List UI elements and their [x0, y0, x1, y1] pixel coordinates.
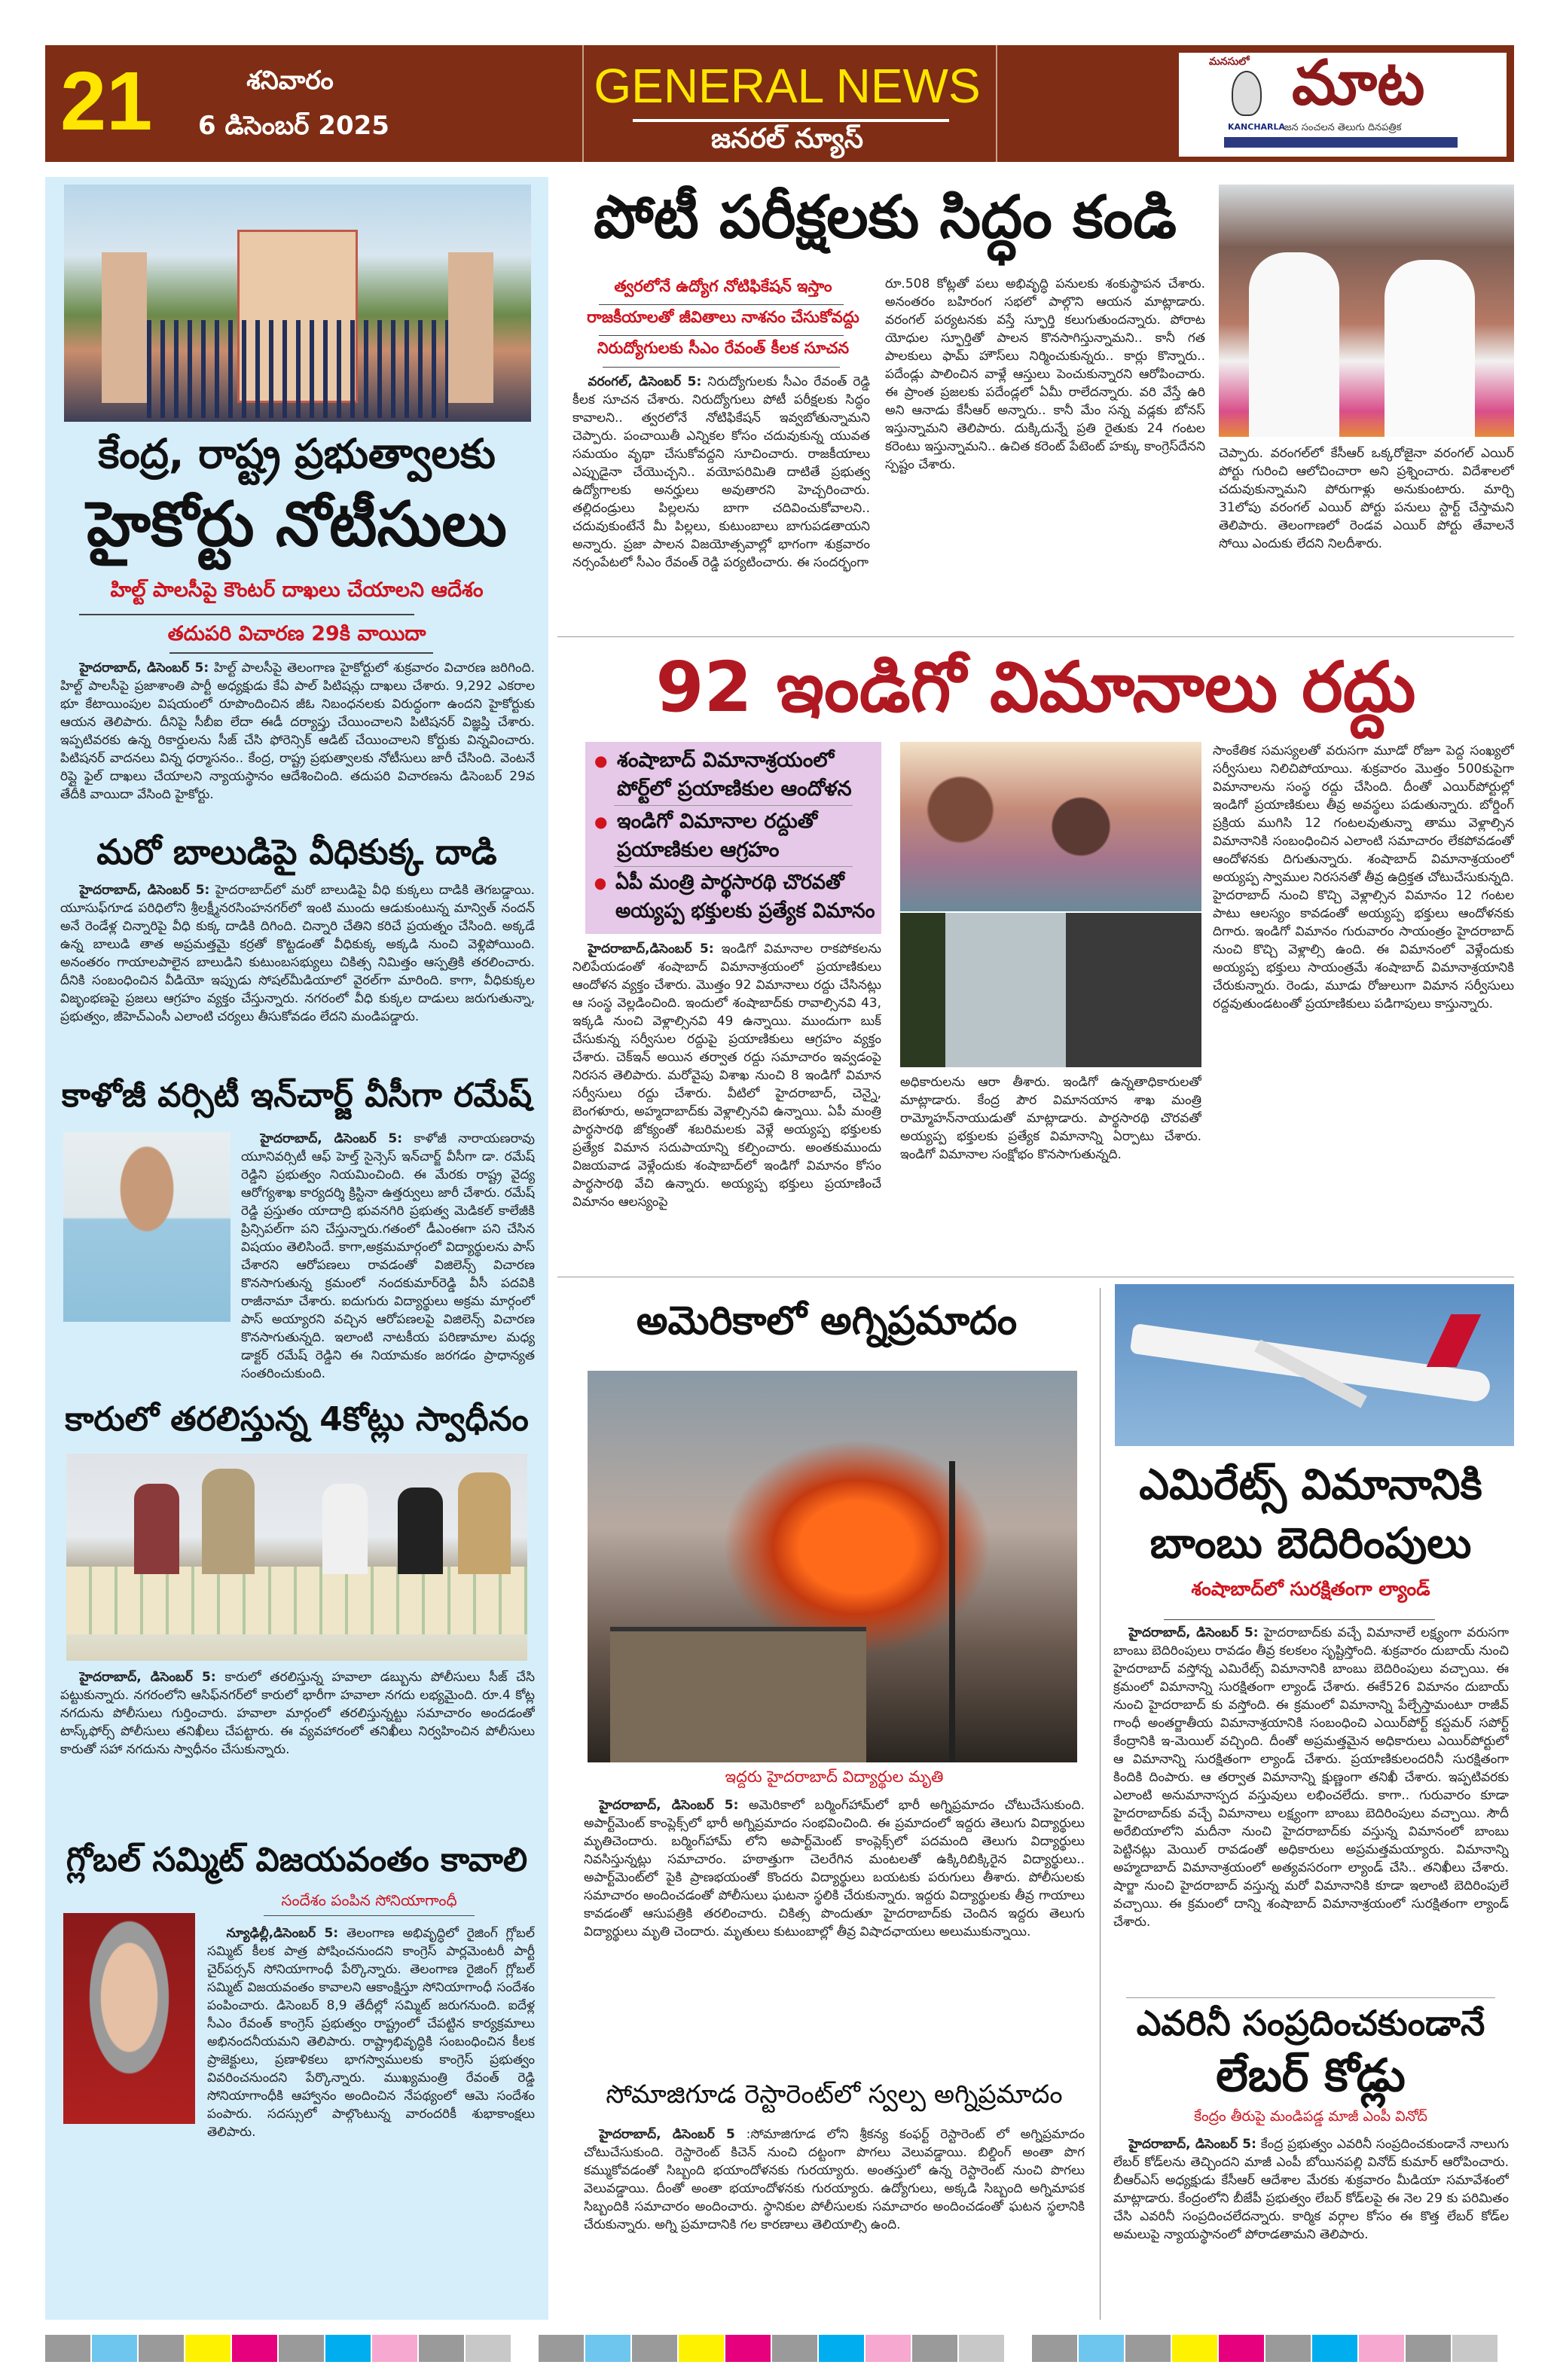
- dateline: హైదరాబాద్, డిసెంబర్ 5:: [260, 1131, 403, 1146]
- subheadline: కేంద్రం తీరుపై మండిపడ్డ మాజీ ఎంపీ వినోద్: [1194, 2108, 1427, 2125]
- article-body: [584, 1796, 1085, 2067]
- subheadline: శంషాబాద్‌లో సురక్షితంగా ల్యాండ్: [1191, 1578, 1430, 1600]
- color-swatch: [372, 2335, 417, 2362]
- divider: [557, 636, 1514, 637]
- article-text: కాళోజీ నారాయణరావు యూనివర్సిటీ ఆఫ్ హెల్త్ సైన్సెస్ ఇన్‌చార్జ్ వీసీగా డా. రమేష్ రెడ్డిని ప్రభుత్వం నియమించింది. ఈ మేరకు రాష్ట్ర వైద్య ఆరోగ్యశాఖ కార్యదర్శి క్రిస్టినా ఉత్తర్వులు జారీ చేశారు. రమేష్ రెడ్డి ప్రస్తుతం యాదాద్రి భువనగిరి ప్రభుత్వ మెడికల్ కాలేజీకి ప్రిన్సిపల్‌గా పని చేస్తున్నారు.గతంలో డీఎంఈగా పని చేసిన విషయం తెలిసిందే. కాగా,అక్రమమార్గంలో విద్యార్థులను పాస్ చేశారని ఆరోపణలు రావడంతో విజిలెన్స్ విచారణ కొనసాగుతున్న క్రమంలో నందకుమార్‌రెడ్డి వీసీ పదవికి రాజీనామా చేశారు. ఐదుగురు విద్యార్థులు అక్రమ మార్గంలో పాస్ అయ్యారని వచ్చిన ఆరోపణలపై విజిలెన్స్ విచారణ కొనసాగుతున్నది. ఇలాంటి నాటకీయ పరిణామాల మధ్య డాక్టర్ రమేష్ రెడ్డిని ఈ నియామకం జరగడం ప్రాధాన్యత సంతరించుకుంది.: [241, 1131, 535, 1381]
- divider: [79, 614, 414, 615]
- gate-pillar: [102, 252, 147, 403]
- iron-gate: [147, 320, 448, 418]
- dateline: హైదరాబాద్, డిసెంబర్ 5:: [79, 883, 210, 898]
- color-swatch: [139, 2335, 184, 2362]
- color-swatch: [725, 2335, 771, 2362]
- headline: బాంబు బెదిరింపులు: [1149, 1519, 1472, 1568]
- headline: అమెరికాలో అగ్నిప్రమాదం: [636, 1298, 1018, 1344]
- article-text: ఇండిగో విమానాల రాకపోకలను నిలిపేయడంతో శంషాబాద్ విమానాశ్రయంలో ప్రయాణికులు ఆందోళన వ్యక్తం చేశారు. మొత్తం 92 విమానాలు రద్దు చేసినట్లు ఆ సంస్థ వెల్లడించింది. ఇందులో శంషాబాద్‌కు రావాల్సినవి 43, ఇక్కడి నుంచి వెళ్లాల్సినవి 49 ఉన్నాయి. ముందుగా బుక్ చేసుకున్న సర్వీసుల రద్దుపై ప్రయాణికులు ఆగ్రహం వ్యక్తం చేశారు. చెక్‌ఇన్ అయిన తర్వాత రద్దు సమాచారం ఇవ్వడంపై నిరసన తెలిపారు. మరోవైపు విశాఖ నుంచి 8 ఇండిగో విమాన సర్వీసులు రద్దు చేశారు. వీటిలో హైదరాబాద్, చెన్నై, బెంగళూరు, అహ్మదాబాద్‌కు వెళ్లాల్సినవి ఉన్నాయి. ఏపీ మంత్రి పార్థసారథి జోక్యంతో శబరిమలకు వెళ్లే అయ్యప్ప భక్తులకు ప్రత్యేక విమాన సదుపాయాన్ని కల్పించారు. అంతకుముందు విజయవాడ వెళ్లేందుకు శంషాబాద్‌లో ఇండిగో విమానం కోసం పార్థసారథి వేచి ఉన్నారు. అయ్యప్ప భక్తులు ప్రయాణించే విమానం ఆలస్యంపై: [572, 941, 881, 1210]
- article-body: [1113, 2135, 1509, 2316]
- headline: 92 ఇండిగో విమానాలు రద్దు: [655, 647, 1416, 728]
- date-label: 6 డిసెంబర్ 2025: [198, 111, 389, 141]
- cash-bundles: [66, 1567, 527, 1634]
- subheadline: తదుపరి విచారణ 29కి వాయిదా: [167, 622, 426, 645]
- highlights-box: [585, 742, 881, 934]
- headline: కేంద్ర, రాష్ట్ర ప్రభుత్వాలకు: [98, 430, 496, 478]
- divider: [633, 119, 949, 122]
- cm-revanth-rally-photo: [1219, 185, 1514, 437]
- article-text: :సోమాజిగూడ లోని శ్రీకన్య కంఫర్ట్ రెస్టారెంట్ లో అగ్నిప్రమాదం చోటుచేసుకుంది. రెస్టారెంట్ కిచెన్ నుంచి దట్టంగా పొగలు వెలువడ్డాయి. బిల్డింగ్ అంతా పొగ కమ్ముకోవడంతో సిబ్బంది భయాందోళనకు గురయ్యారు. అంతస్తులో ఉన్న రెస్టారెంట్ నుంచి పొగలు వెలువడ్డాయి. దీంతో అంతా భయాందోళనకు గురయ్యారు. ఉద్యోగులు, అక్కడి సిబ్బంది అగ్నిమాపక సిబ్బందికి సమాచారం అందించారు. స్థానికుల పోలీసులకు సమాచారం అందించడంతో ఘటన స్థలానికి చేరుకున్నారు. అగ్ని ప్రమాదానికి గల కారణాలు తెలియాల్సి ఉంది.: [584, 2127, 1085, 2232]
- logo-tagline: జన సంచలన తెలుగు దినపత్రిక: [1284, 122, 1402, 133]
- airport-terminal-photo: [900, 913, 1201, 1067]
- article-body: సాంకేతిక సమస్యలతో వరుసగా మూడో రోజూ పెద్ద సంఖ్యలో సర్వీసులు నిలిచిపోయాయి. శుక్రవారం మొత్తం 500కుపైగా విమానాలను సంస్థ రద్దు చేసింది. దీంతో ఎయిర్‌పోర్టుల్లో ఇండిగో ప్రయాణికులు తీవ్ర అవస్థలు పడుతున్నారు. బోర్డింగ్ ప్రక్రియ ముగిసి 12 గంటలవుతున్నా తాము వెళ్లాల్సిన విమానానికి సంబంధించిన ఎలాంటి సమాచారం లేకపోవడంతో ఆందోళనకు దిగుతున్నారు. శంషాబాద్ విమానాశ్రయంలో అయ్యప్ప స్వాముల నిరసనతో తీవ్ర ఉద్రిక్తత చోటుచేసుకున్నది. హైదరాబాద్ నుంచి కొచ్చి వెళ్లాల్సిన విమానం 12 గంటల పాటు ఆలస్యం కావడంతో అయ్యప్ప భక్తులు ఆందోళనకు దిగారు. ఇండిగో విమానం గురువారం సాయంత్రం హైదరాబాద్ నుంచి కొచ్చి వెళ్లాల్సి ఉంది. ఈ విమానంలో వెళ్లేందుకు అయ్యప్ప భక్తులు సాయంత్రమే శంషాబాద్ విమానాశ్రయానికి చేరుకున్నారు. రెండు, మూడు రోజులుగా విమాన సర్వీసులు రద్దవుతుండటంతో ప్రయాణికులు పడిగాపులు కాస్తున్నారు.: [1213, 743, 1514, 1012]
- subheadline: హిల్ట్ పాలసీపై కౌంటర్ దాఖలు చేయాలని ఆదేశం: [110, 578, 484, 602]
- article-body: [572, 373, 870, 625]
- color-swatch: [1125, 2335, 1171, 2362]
- page-number: 21: [60, 55, 153, 148]
- color-swatch: [912, 2335, 957, 2362]
- color-swatch: [679, 2335, 724, 2362]
- color-swatch: [419, 2335, 464, 2362]
- logo-brand: KANCHARLA: [1228, 122, 1286, 132]
- emirates-plane-photo: [1115, 1284, 1514, 1446]
- section-title-en: GENERAL NEWS: [594, 59, 981, 113]
- headline: ఎమిరేట్స్ విమానానికి: [1139, 1460, 1482, 1509]
- article-body: [584, 2125, 1085, 2315]
- logo-small-text: మనసులో: [1209, 56, 1250, 68]
- color-swatch: [1359, 2335, 1404, 2362]
- divider: [1164, 1619, 1435, 1620]
- highlight-item: ● ఏపీ మంత్రి పార్థసారథి చొరవతో అయ్యప్ప భక్తులకు ప్రత్యేక విమానం: [591, 868, 858, 926]
- subheadline: త్వరలోనే ఉద్యోగ నోటిఫికేషన్ ఇస్తాం: [614, 277, 832, 295]
- masthead: [45, 45, 1514, 162]
- dateline: న్యూఢిల్లీ,డిసెంబర్ 5:: [226, 1926, 339, 1941]
- dateline: హైదరాబాద్, డిసెంబర్ 5:: [79, 1670, 216, 1685]
- dateline: హైదరాబాద్, డిసెంబర్ 5:: [599, 1798, 739, 1813]
- day-label: శనివారం: [246, 66, 334, 96]
- color-swatch: [1312, 2335, 1357, 2362]
- color-swatch: [92, 2335, 137, 2362]
- color-swatch: [866, 2335, 911, 2362]
- portrait-icon: [1232, 71, 1262, 116]
- article-body: [572, 940, 881, 1269]
- divider: [599, 304, 844, 305]
- airport-crowd-photo: [900, 742, 1201, 911]
- fire-photo: [588, 1371, 1077, 1762]
- highlight-item: ● శంషాబాద్ విమానాశ్రయంలో పోర్ట్‌లో ప్రయాణికుల ఆందోళన: [591, 746, 875, 804]
- headline: గ్లోబల్ సమ్మిట్ విజయవంతం కావాలి: [66, 1841, 528, 1879]
- color-swatch: [466, 2335, 511, 2362]
- article-body: [60, 881, 535, 1066]
- headline: లేబర్ కోడ్లు: [1216, 2049, 1406, 2102]
- headline: కాళోజీ వర్సిటీ ఇన్‌చార్జ్ వీసీగా రమేష్: [61, 1076, 533, 1115]
- headline: ఎవరినీ సంప్రదించకుండానే: [1136, 2003, 1485, 2043]
- divider: [614, 866, 853, 867]
- divider: [264, 1915, 475, 1916]
- color-swatch: [539, 2335, 584, 2362]
- article-text: హైదరాబాద్‌కు వచ్చే విమానాలే లక్ష్యంగా వరుసగా బాంబు బెదిరింపులు రావడం తీవ్ర కలకలం సృష్టిస్తోంది. శుక్రవారం దుబాయ్ నుంచి హైదరాబాద్ వస్తోన్న ఎమిరేట్స్ విమానానికి బాంబు బెదిరింపులు వచ్చాయి. ఈ క్రమంలో విమానాన్ని సురక్షితంగా ల్యాండ్ చేశారు. ఈకే526 విమానం దుబాయ్ నుంచి హైదరాబాద్ కు వస్తోంది. ఈ క్రమంలో విమానాన్ని పేల్చేస్తామంటూ రాజీవ్ గాంధీ అంతర్జాతీయ విమానాశ్రయానికి సంబంధించి ఎయిర్‌పోర్ట్ కస్టమర్ సపోర్ట్ కేంద్రానికి ఇ-మెయిల్ వచ్చింది. దీంతో అప్రమత్తమైన అధికారులు ఎయిర్‌పోర్టులో ఆ విమానాన్ని సురక్షితంగా ల్యాండ్ చేశారు. ప్రయాణికులందరినీ సురక్షితంగా కిందికి దింపారు. ఆ తర్వాత విమానాన్ని క్షుణ్ణంగా తనిఖీ చేశారు. ఇప్పటివరకు ఎలాంటి అనుమానాస్పద వస్తువులు లభించలేదు. కాగా.. గురువారం కూడా హైదరాబాద్‌కు వచ్చే విమానాలు లక్ష్యంగా బాంబు బెదిరింపులు వచ్చాయి. సౌదీ అరేబియాలోని మదీనా నుంచి హైదరాబాద్‌కు వస్తున్న విమానంలో బాంబు పెట్టినట్లు మెయిల్ రావడంతో అధికారులు అప్రమత్తమయ్యారు. విమానాన్ని అహ్మదాబాద్ విమానాశ్రయంలో అత్యవసరంగా ల్యాండ్ చేసి.. తనిఖీలు చేశారు. షార్జా నుంచి హైదరాబాద్ వస్తున్న మరో విమానానికి కూడా ఇలాంటి బెదిరింపులే వచ్చాయి. ఈ క్రమంలో దాన్ని శంషాబాద్ విమానాశ్రయంలో సురక్షితంగా ల్యాండ్ చేశారు.: [1113, 1625, 1509, 1930]
- article-body: [241, 1130, 535, 1383]
- article-text: అమెరికాలో బర్మింగ్‌హామ్‌లో భారీ అగ్నిప్రమాదం చోటుచేసుకుంది. అపార్ట్‌మెంట్ కాంప్లెక్స్‌లో భారీ అగ్నిప్రమాదం సంభవించింది. ఈ ప్రమాదంలో ఇద్దరు తెలుగు విద్యార్థులు మృతిచెందారు. బర్మింగ్‌హామ్ లోని అపార్ట్‌మెంట్ కాంప్లెక్స్‌లో పదమంది తెలుగు విద్యార్థులు నివసిస్తున్నట్లు సమాచారం. హఠాత్తుగా చెలరేగిన మంటలతో ఉక్కిరిబిక్కిరైన విద్యార్థులు.. అపార్ట్‌మెంట్‌లో పైకి ప్రాణభయంతో కొందరు విద్యార్థులు బయటకు పరుగులు తీశారు. పోలీసులకు సమాచారం అందించడంతో పోలీసులు ఘటనా స్థలికి చేరుకున్నారు. ఇద్దరు విద్యార్థులకు తీవ్ర గాయాలు కావడంతో ఆసుపత్రికి తరలించారు. చికిత్స పొందుతూ హైదరాబాద్‌కు చెందిన ఇద్దరు తెలుగు విద్యార్థులు మృతి చెందారు. మృతులు కుటుంబాల్లో తీవ్ర విషాదఛాయలు అలుముకున్నాయి.: [584, 1798, 1085, 1939]
- sonia-gandhi-photo: [63, 1913, 195, 2124]
- headline: సోమాజిగూడ రెస్టారెంట్‌లో స్వల్ప అగ్నిప్రమాదం: [606, 2079, 1063, 2110]
- logo-name: మాట: [1292, 47, 1425, 119]
- article-body: [207, 1924, 535, 2305]
- gate-pillar: [448, 252, 493, 403]
- color-swatch: [325, 2335, 371, 2362]
- dateline: హైదరాబాద్, డిసెంబర్ 5:: [1128, 1625, 1259, 1640]
- color-swatch: [819, 2335, 864, 2362]
- article-text: హైదరాబాద్‌లో మరో బాలుడిపై వీధి కుక్కలు దాడికి తెగబడ్డాయి. యూసుఫ్‌గూడ పరిధిలోని శ్రీలక్ష్మీనరసింహనగర్‌లో ఇంటి ముందు ఆడుకుంటున్న మాన్విత్ నందన్ అనే రెండేళ్ల చిన్నారిపై వీధి కుక్క దాడికి దిగింది. చిన్నారి చేతిని కరిచే ప్రయత్నం చేసింది. అక్కడే ఉన్న బాలుడి తాత అప్రమత్తమై కర్రతో కొట్టడంతో వీధికుక్క అక్కడి నుంచి వెళ్లిపోయింది. అనంతరం గాయాలపాలైన బాలుడిని కుటుంబసభ్యులు చికిత్స నిమిత్తం ఆస్పత్రికి తరలించారు. దీనికి సంబంధించిన వీడియో ఇప్పుడు సోషల్‌మీడియాలో వైరల్‌గా మారింది. కాగా, వీధికుక్కల విజృంభణపై ప్రజలు ఆగ్రహం వ్యక్తం చేస్తున్నారు. నగరంలో వీధి కుక్కల దాడులు జరుగుతున్నా, ప్రభుత్వం, జీహెచ్‌ఎంసీ ఎలాంటి చర్యలు తీసుకోవడం లేదని మండిపడ్డారు.: [60, 883, 535, 1024]
- dateline: హైదరాబాద్, డిసెంబర్ 5:: [1128, 2137, 1256, 2152]
- divider: [1126, 1997, 1495, 1998]
- headline: పోటీ పరీక్షలకు సిద్ధం కండి: [594, 184, 1177, 252]
- article-text: తెలంగాణ అభివృద్ధిలో రైజింగ్ గ్లోబల్ సమ్మిట్ కీలక పాత్ర పోషించనుందని కాంగ్రెస్ పార్లమెంటరీ పార్టీ చైర్‌పర్సన్ సోనియాగాంధీ పేర్కొన్నారు. తెలంగాణ రైజింగ్ గ్లోబల్ సమ్మిట్ విజయవంతం కావాలని ఆకాంక్షిస్తూ సోనియాగాంధీ సందేశం పంపించారు. డిసెంబర్ 8,9 తేదీల్లో సమ్మిట్ జరుగనుంది. ఐదేళ్ల సీఎం రేవంత్ కాంగ్రెస్ ప్రభుత్వం రాష్ట్రంలో చేపట్టిన కార్యక్రమాలు అభినందనీయమని తెలిపారు. రాష్ట్రాభివృద్ధికి సంబంధించిన కీలక ప్రాజెక్టులు, ప్రణాళికలు భాగస్వాములకు కాంగ్రెస్ ప్రభుత్వం వివరించనుందని పేర్కొన్నారు. ముఖ్యమంత్రి రేవంత్ రెడ్డి సోనియాగాంధీకి ఆహ్వానం అందించిన నేపథ్యంలో ఆమె సందేశం పంపారు. సదస్సులో పాల్గొంటున్న వారందరికీ శుభాకాంక్షలు తెలిపారు.: [207, 1926, 535, 2140]
- color-swatch: [45, 2335, 90, 2362]
- column-divider: [1100, 1288, 1101, 2320]
- color-swatch: [1172, 2335, 1217, 2362]
- police-officer: [202, 1469, 255, 1574]
- color-swatch: [279, 2335, 324, 2362]
- utility-pole: [949, 1461, 955, 1762]
- high-court-photo: [64, 185, 531, 422]
- person: [322, 1484, 368, 1574]
- newspaper-logo: [1179, 47, 1507, 157]
- divider: [599, 335, 844, 336]
- seized-cash-photo: [66, 1454, 527, 1661]
- article-body: [60, 1668, 535, 1830]
- dateline: హైదరాబాద్, డిసెంబర్ 5:: [79, 661, 209, 676]
- photo-caption: ఇద్దరు హైదరాబాద్ విద్యార్థుల మృతి: [725, 1768, 944, 1786]
- person: [134, 1484, 179, 1574]
- article-text: హిల్ట్ పాలసీపై తెలంగాణ హైకోర్టులో శుక్రవారం విచారణ జరిగింది. హిల్ట్ పాలసీపై ప్రజాశాంతి పార్టీ అధ్యక్షుడు కేఏ పాల్ పిటిషన్లు దాఖలు చేశారు. 9,292 ఎకరాల భూ కేటాయింపుల విషయంలో రూపొందించిన జీఓ నిబంధనలకు విరుద్ధంగా ఉందని హైకోర్టుకు ఆయన తెలిపారు. దీనిపై సీబీఐ లేదా ఈడీ దర్యాప్తు చేయించాలని పిటిషనర్ విజ్ఞప్తి చేశారు. ఇప్పటివరకు ఉన్న రికార్డులను సీజ్ చేసి ఫోరెన్సిక్ ఆడిట్ చేయించాలని కోర్టుకు విన్నవించారు. పిటిషనర్ వాదనలు విన్న ధర్మాసనం.. కేంద్ర, రాష్ట్ర ప్రభుత్వాలకు నోటీసులు జారీ చేసింది. వెంటనే రిప్లై ఫైల్ దాఖలు చేయాలని న్యాయస్థానం ఆదేశించింది. తదుపరి విచారణను డిసెంబర్ 29వ తేదీకి వాయిదా వేసింది హైకోర్టు.: [60, 661, 535, 802]
- subheadline: సందేశం పంపిన సోనియాగాంధీ: [281, 1891, 457, 1909]
- burning-building: [610, 1627, 866, 1762]
- dateline: హైదరాబాద్, డిసెంబర్ 5: [599, 2127, 735, 2142]
- article-text: నిరుద్యోగులకు సీఎం రేవంత్ రెడ్డి కీలక సూచన చేశారు. నిరుద్యోగులు పోటీ పరీక్షలకు సిద్ధం కావాలని.. త్వరలోనే నోటిఫికేషన్ ఇవ్వబోతున్నామని చెప్పారు. పంచాయితీ ఎన్నికల కోసం చదువుకున్న యువత సమయం వృథా చేసుకోవద్దని సూచించారు. రాజకీయాలు ఎప్పుడైనా చేయొచ్చని.. వయోపరిమితి దాటితే ప్రభుత్వ ఉద్యోగాలకు అనర్హులు అవుతారని హెచ్చరించారు. తల్లిదండ్రులు పిల్లలను బాగా చదివించుకోవాలని.. చదువుకుంటేనే మీ పిల్లలు, కుటుంబాలు బాగుపడతాయని అన్నారు. ప్రజా పాలన విజయోత్సవాల్లో భాగంగా శుక్రవారం నర్సంపేటలో సీఎం రేవంత్ రెడ్డి పర్యటించారు. ఈ సందర్భంగా: [572, 374, 870, 570]
- color-swatch: [1032, 2335, 1077, 2362]
- divider: [603, 367, 840, 368]
- logo-bar: [1224, 137, 1458, 148]
- color-swatch: [632, 2335, 677, 2362]
- color-swatch: [185, 2335, 230, 2362]
- dateline: వరంగల్, డిసెంబర్ 5:: [588, 374, 702, 389]
- dateline: హైదరాబాద్,డిసెంబర్ 5:: [588, 941, 714, 957]
- color-swatch: [1452, 2335, 1497, 2362]
- subheadline: రాజకీయాలతో జీవితాలు నాశనం చేసుకోవద్దు: [587, 308, 859, 326]
- article-text: కారులో తరలిస్తున్న హవాలా డబ్బును పోలీసులు సీజ్ చేసి పట్టుకున్నారు. నగరంలోని ఆసిఫ్‌నగర్‌లో కారులో భారీగా హవాలా నగదు లభ్యమైంది. రూ.4 కోట్ల నగదును పోలీసులు గుర్తించారు. హవాలా మార్గంలో తరలిస్తున్నట్టు సమాచారం అందడంతో టాస్క్‌ఫోర్స్ పోలీసులు తనిఖీలు చేపట్టారు. ఈ వ్యవహారంలో తనిఖీలు నిర్వహించిన పోలీసులు కారుతో సహా నగదును స్వాధీనం చేసుకున్నారు.: [60, 1670, 535, 1757]
- leader-figure: [1385, 260, 1475, 437]
- color-swatch: [1219, 2335, 1264, 2362]
- article-body: అధికారులను ఆరా తీశారు. ఇండిగో ఉన్నతాధికారులతో మాట్లాడారు. కేంద్ర పౌర విమానయాన శాఖ మంత్రి రామ్మోహన్‌నాయుడుతో మాట్లాడారు. పార్థసారథి చొరవతో అయ్యప్ప భక్తులకు ప్రత్యేక విమానాన్ని ఏర్పాటు చేశారు. ఇండిగో విమానాల సంక్షోభం కొనసాగుతున్నది.: [900, 1075, 1201, 1162]
- article-body: రూ.508 కోట్లతో పలు అభివృద్ధి పనులకు శంకుస్థాపన చేశారు. అనంతరం బహిరంగ సభలో పాల్గొని ఆయన మాట్లాడారు. వరంగల్ పర్యటనకు వస్తే స్ఫూర్తి కలుగుతుందన్నారు. పోరాట యోధుల స్ఫూర్తితో పాలన కొనసాగిస్తున్నామని.. కానీ గత పాలకులు ఫామ్ హౌస్‌లు నిర్మించుకున్నరు.. కార్లు కొన్నారు.. పదేండ్లు పాలించిన వాళ్లే ఆస్తులు పెంచుకున్నారని ఆరోపించారు. ఈ ప్రాంత ప్రజలకు పదేండ్లలో ఏమీ రాలేదన్నారు. వరి వేస్తే ఉరి అని ఆనాడు కేసీఆర్ అన్నారు.. కానీ మేం సన్న వడ్లకు బోనస్ ఇస్తున్నామని తెలిపారు. దుక్కిదున్నే ప్రతి రైతుకు 24 గంటల కరెంటు ఇస్తున్నామని.. ఉచిత కరెంట్ పేటెంట్ హక్కు కాంగ్రెస్‌దేనని స్పష్టం చేశారు.: [885, 276, 1205, 472]
- color-swatch: [1079, 2335, 1124, 2362]
- color-swatch: [772, 2335, 817, 2362]
- headline: కారులో తరలిస్తున్న 4కోట్లు స్వాధీనం: [65, 1400, 529, 1439]
- headline: హైకోర్టు నోటీసులు: [87, 489, 507, 560]
- color-swatch: [232, 2335, 277, 2362]
- article-body: [1113, 1624, 1509, 1985]
- person: [398, 1488, 443, 1574]
- section-title-te: జనరల్ న్యూస్: [710, 124, 864, 154]
- divider: [614, 805, 853, 806]
- highlight-item: ● ఇండిగో విమానాల రద్దుతో ప్రయాణికుల ఆగ్రహం: [591, 807, 875, 865]
- color-swatch: [959, 2335, 1004, 2362]
- police-officer: [458, 1472, 511, 1574]
- divider: [996, 45, 997, 162]
- article-body: చెప్పారు. వరంగల్‌లో కేసీఆర్ ఒక్కరోజైనా వరంగల్ ఎయిర్ పోర్టు గురించి ఆలోచించారా అని ప్రశ్నించారు. విదేశాలలో చదువుకున్నామని పోరుగాళ్లు అనుకుంటారు. మార్చి 31లోపు వరంగల్ ఎయిర్ పోర్టు పనులు స్టార్ట్ చేస్తామని తెలిపారు. తెలంగాణలో రెండవ ఎయిర్ పోర్టు తేవాలనే సోయి ఎందుకు లేదని నిలదీశారు.: [1219, 446, 1514, 551]
- color-swatch: [1406, 2335, 1451, 2362]
- headline: మరో బాలుడిపై వీధికుక్క దాడి: [96, 831, 497, 872]
- ramesh-reddy-photo: [63, 1132, 230, 1322]
- subheadline: నిరుద్యోగులకు సీఎం రేవంత్ కీలక సూచన: [597, 339, 850, 357]
- color-swatch: [585, 2335, 630, 2362]
- leader-figure: [1249, 252, 1339, 437]
- plane-tail: [1427, 1314, 1482, 1367]
- divider: [169, 652, 433, 654]
- article-body: [60, 659, 535, 825]
- color-swatch: [1265, 2335, 1311, 2362]
- article-text: కేంద్ర ప్రభుత్వం ఎవరినీ సంప్రదించకుండానే నాలుగు లేబర్ కోడ్‌లను తెచ్చిందని మాజీ ఎంపీ బోయినపల్లి వినోద్ కుమార్ ఆరోపించారు. బీఆర్ఎస్ అధ్యక్షుడు కేసీఆర్ ఆదేశాల మేరకు శుక్రవారం మీడియా సమావేశంలో మాట్లాడారు. కేంద్రంలోని బీజేపీ ప్రభుత్వం లేబర్ కోడ్‌లపై ఈ నెల 29 కు పరిమితం చేసి ఎవరినీ సంప్రదించలేదన్నారు. కార్మిక వర్గాల కోసం ఈ కొత్త లేబర్ కోడ్‌ల అమలుపై న్యాయస్థానంలో పోరాడతామని తెలిపారు.: [1113, 2137, 1509, 2242]
